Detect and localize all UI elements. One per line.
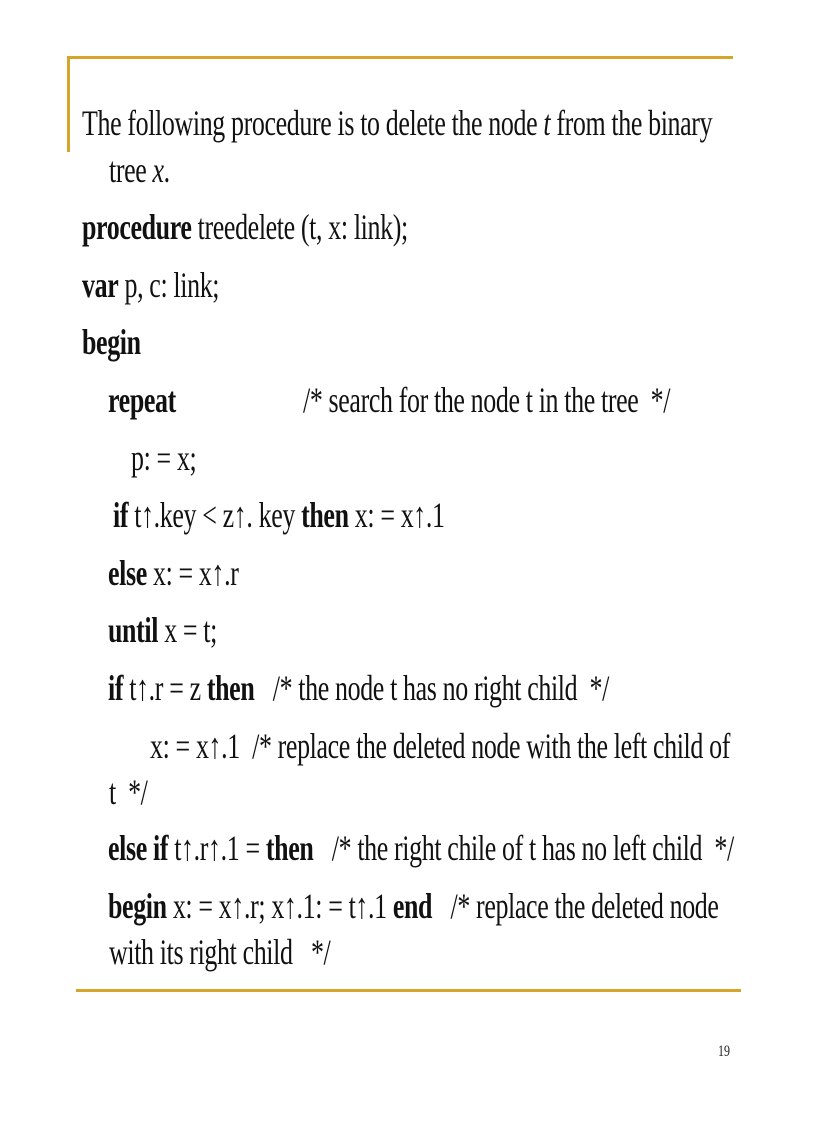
- keyword-then-2: then: [206, 668, 255, 708]
- until-condition: x = t;: [158, 610, 217, 650]
- code-line-until: [108, 610, 217, 650]
- keyword-if-2: if: [108, 668, 124, 708]
- code-line-if-right: [108, 668, 609, 708]
- keyword-until: until: [108, 610, 159, 650]
- comment-no-right-child: /* the node t has no right child */: [254, 668, 609, 708]
- page-number: 19: [718, 1043, 730, 1060]
- assign-x-left: x: = x↑.1 /* replace the deleted node with the left child of: [150, 726, 730, 766]
- intro-line-2: [109, 150, 170, 190]
- code-line-begin: [82, 322, 141, 362]
- code-line-assign-x: [150, 726, 730, 766]
- keyword-if: if: [113, 495, 129, 535]
- keyword-var: var: [82, 265, 119, 305]
- comment-no-left-child: /* the right chile of t has no left child */: [313, 828, 734, 868]
- if-condition: t↑.key < z↑. key: [128, 495, 302, 535]
- bottom-accent-rule: [76, 989, 741, 992]
- assign-p: p: = x;: [131, 438, 197, 478]
- intro-text-3: tree: [109, 150, 153, 190]
- begin-assignments: x: = x↑.r; x↑.1: = t↑.1: [166, 886, 393, 926]
- intro-x-var: x: [152, 150, 164, 190]
- keyword-else: else: [108, 553, 147, 593]
- code-line-var: [82, 265, 219, 305]
- keyword-end: end: [392, 886, 433, 926]
- procedure-signature: treedelete (t, x: link);: [191, 207, 408, 247]
- top-accent-rule: [69, 56, 733, 59]
- left-accent-rule: [67, 56, 70, 152]
- then-assignment: x: = x↑.1: [348, 495, 445, 535]
- keyword-else-if: else if: [108, 828, 169, 868]
- code-comment-search: [303, 380, 670, 420]
- code-line-begin-end-cont: [109, 932, 330, 972]
- else-if-condition: t↑.r↑.1 =: [168, 828, 266, 868]
- code-line-else-if: [108, 828, 734, 868]
- code-line-repeat: [108, 380, 176, 420]
- code-line-procedure: [82, 207, 408, 247]
- keyword-then-3: then: [265, 828, 314, 868]
- intro-text-4: .: [163, 150, 170, 190]
- intro-text-2: from the binary: [550, 103, 713, 143]
- keyword-repeat: repeat: [108, 380, 176, 420]
- intro-t-var: t: [543, 103, 551, 143]
- keyword-begin: begin: [82, 322, 141, 362]
- comment-replace-node: /* replace the deleted node: [432, 886, 719, 926]
- comment-replace-node-end: with its right child */: [109, 932, 331, 972]
- comment-search: /* search for the node t in the tree */: [303, 380, 671, 420]
- keyword-procedure: procedure: [82, 207, 192, 247]
- assign-x-comment-end: t */: [109, 772, 148, 812]
- code-line-assign-p: [131, 438, 196, 478]
- else-assignment: x: = x↑.r: [146, 553, 239, 593]
- code-line-assign-x-cont: [109, 772, 148, 812]
- keyword-then: then: [301, 495, 349, 535]
- var-declaration: p, c: link;: [118, 265, 220, 305]
- code-line-if-key: [113, 495, 445, 535]
- code-line-begin-end: [108, 886, 719, 926]
- if-right-condition: t↑.r = z: [123, 668, 207, 708]
- keyword-begin-2: begin: [108, 886, 167, 926]
- code-line-else: [108, 553, 239, 593]
- intro-line-1: [82, 103, 712, 143]
- intro-text: The following procedure is to delete the node: [82, 103, 544, 143]
